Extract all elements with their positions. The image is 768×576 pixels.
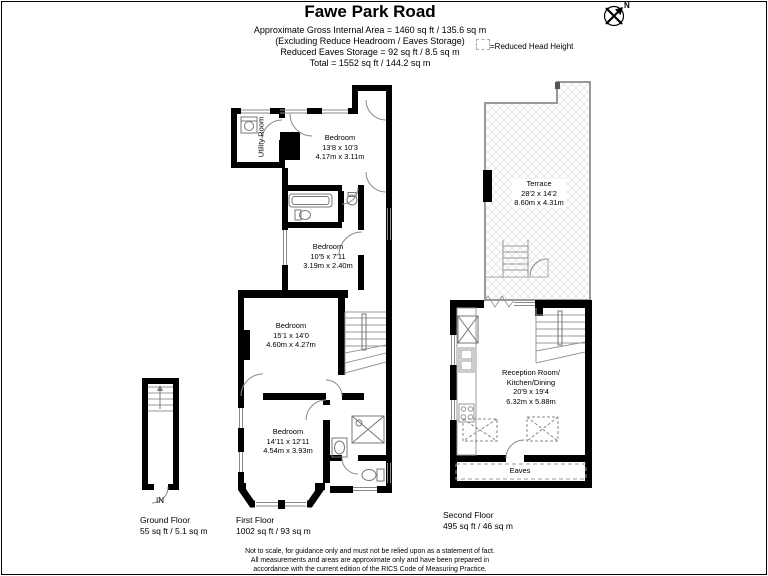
room-label-reception (500, 368, 562, 406)
floor-area: 1002 sq ft / 93 sq m (236, 526, 311, 536)
room-label-eaves: Eaves (509, 466, 531, 475)
disclaimer-line-3: accordance with the current edition of the RICS Code of Measuring Practice. (253, 566, 487, 573)
header-line-2: (Excluding Reduce Headroom / Eaves Storage) (275, 36, 465, 46)
second-floor-stairs (536, 308, 585, 363)
skylight-boxes (463, 417, 558, 441)
page-title: Fawe Park Road (304, 2, 436, 21)
room-label-bedroom-1 (315, 133, 364, 162)
north-label: N (624, 1, 630, 10)
room-label-bedroom-2 (303, 242, 353, 271)
header-line-3: Reduced Eaves Storage = 92 sq ft / 8.5 sq m (280, 47, 460, 57)
room-label-bedroom-3 (266, 321, 316, 350)
first-floor-stairs (345, 312, 386, 375)
room-name: Bedroom (312, 242, 344, 251)
room-dim-metric: 3.19m x 2.40m (303, 261, 353, 270)
room-dim-imperial: 15'1 x 14'0 (273, 330, 309, 340)
caption-first-floor (236, 515, 311, 537)
floor-name: Ground Floor (140, 515, 191, 525)
room-name: Terrace (526, 179, 552, 188)
room-name: Reception Room/ (502, 368, 560, 377)
room-dim-imperial: 28'2 x 14'2 (521, 188, 557, 198)
room-dim-metric: 4.60m x 4.27m (266, 340, 316, 349)
second-floor-plan (450, 82, 592, 488)
eaves-door-arc (506, 440, 524, 458)
compass-icon (605, 7, 624, 26)
room-dim-metric: 6.32m x 5.88m (506, 396, 556, 406)
room-name: Bedroom (272, 427, 304, 436)
header-line-4: Total = 1552 sq ft / 144.2 sq m (309, 58, 431, 68)
floor-area: 55 sq ft / 5.1 sq m (140, 526, 208, 536)
header-line-1: Approximate Gross Internal Area = 1460 sq ft / 135.6 sq m (253, 25, 487, 35)
floor-name: Second Floor (443, 510, 494, 520)
room-dim-imperial: 14'11 x 12'11 (266, 436, 310, 446)
reduced-head-height-swatch-icon (476, 39, 490, 50)
room-dim-imperial: 10'5 x 7'11 (310, 251, 346, 261)
room-label-bedroom-4 (263, 427, 313, 456)
caption-ground-floor (140, 515, 208, 537)
disclaimer (180, 547, 560, 574)
room-name: Bedroom (275, 321, 307, 330)
disclaimer-line-2: All measurements and areas are approximate only and have been prepared in (250, 557, 490, 564)
caption-second-floor (443, 510, 513, 532)
room-name: Bedroom (324, 133, 356, 142)
ground-floor-plan (142, 378, 179, 503)
floor-area: 495 sq ft / 46 sq m (443, 521, 513, 531)
room-name: Kitchen/Dining (506, 377, 556, 387)
room-dim-imperial: 20'9 x 19'4 (513, 387, 549, 396)
room-dim-imperial: 13'8 x 10'3 (322, 142, 358, 152)
room-label-terrace (512, 179, 566, 208)
room-dim-metric: 4.54m x 3.93m (263, 446, 313, 455)
room-dim-metric: 4.17m x 3.11m (315, 152, 365, 161)
room-dim-metric: 8.60m x 4.31m (514, 198, 564, 207)
reduced-head-height-legend (476, 39, 573, 51)
header (165, 2, 575, 69)
disclaimer-line-1: Not to scale, for guidance only and must not be relied upon as a statement of fact. (245, 548, 495, 555)
entrance-label: IN (156, 496, 164, 505)
room-label-utility: Utility Room (256, 116, 266, 158)
legend-label: =Reduced Head Height (490, 42, 574, 51)
floor-name: First Floor (236, 515, 275, 525)
